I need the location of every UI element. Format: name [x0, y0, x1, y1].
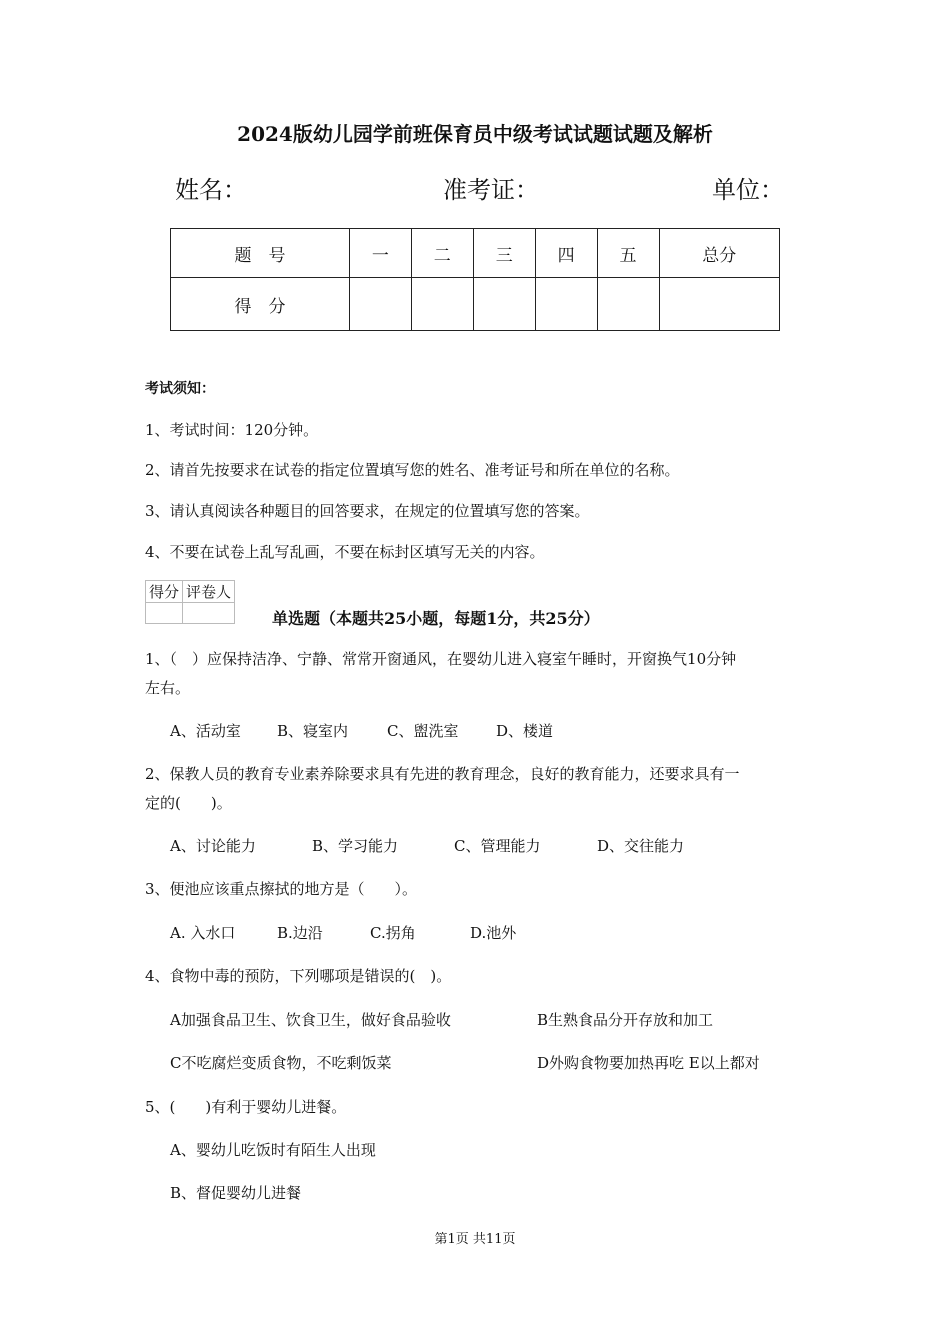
notice-item: 1、考试时间：120分钟。 — [145, 421, 319, 439]
score-table — [170, 228, 780, 331]
question-1-text: 1、（ ）应保持洁净、宁静、常常开窗通风，在婴幼儿进入寝室午睡时，开窗换气10分钟 — [145, 650, 737, 668]
score-cell — [659, 278, 779, 331]
section-title: 单选题（本题共25小题，每题1分，共25分） — [272, 609, 600, 628]
unit-label: 单位： — [712, 176, 784, 204]
q3-option-a: A. 入水口 — [170, 924, 236, 942]
q1-option-a: A、活动室 — [170, 722, 241, 740]
score-header-3: 三 — [473, 229, 535, 278]
notice-item: 3、请认真阅读各种题目的回答要求，在规定的位置填写您的答案。 — [145, 502, 590, 520]
q4-option-a: A加强食品卫生、饮食卫生，做好食品验收 — [170, 1011, 451, 1029]
question-5-text: 5、( )有利于婴幼儿进餐。 — [145, 1098, 347, 1116]
question-2-text-cont: 定的( )。 — [145, 794, 232, 812]
q5-option-b: B、督促婴幼儿进餐 — [170, 1184, 302, 1202]
question-3-text: 3、便池应该重点擦拭的地方是（ ）。 — [145, 880, 418, 898]
name-label: 姓名： — [175, 176, 247, 204]
grader-box — [145, 580, 235, 624]
grader-name-label: 评卷人 — [183, 581, 235, 603]
grader-name-cell — [183, 603, 235, 624]
q3-option-d: D.池外 — [470, 924, 517, 942]
q2-option-d: D、交往能力 — [597, 837, 685, 855]
score-header-5: 五 — [597, 229, 659, 278]
q1-option-d: D、楼道 — [496, 722, 554, 740]
grader-score-label: 得分 — [146, 581, 183, 603]
page-title: 2024版幼儿园学前班保育员中级考试试题试题及解析 — [237, 122, 713, 146]
page-footer: 第1页 共11页 — [434, 1232, 516, 1247]
question-4-text: 4、食物中毒的预防，下列哪项是错误的( )。 — [145, 967, 452, 985]
score-cell — [349, 278, 411, 331]
score-header-label: 题 号 — [171, 229, 350, 278]
notice-title: 考试须知： — [145, 381, 215, 397]
question-2-text: 2、保教人员的教育专业素养除要求具有先进的教育理念，良好的教育能力，还要求具有一 — [145, 765, 740, 783]
q2-option-c: C、管理能力 — [454, 837, 541, 855]
grader-score-cell — [146, 603, 183, 624]
score-cell — [473, 278, 535, 331]
notice-item: 2、请首先按要求在试卷的指定位置填写您的姓名、准考证号和所在单位的名称。 — [145, 461, 680, 479]
score-row-label: 得 分 — [171, 278, 350, 331]
score-cell — [411, 278, 473, 331]
q4-option-c: C不吃腐烂变质食物，不吃剩饭菜 — [170, 1054, 392, 1072]
question-1-text-cont: 左右。 — [145, 679, 191, 697]
score-cell — [597, 278, 659, 331]
score-header-1: 一 — [349, 229, 411, 278]
exam-id-label: 准考证： — [443, 176, 539, 204]
q3-option-b: B.边沿 — [277, 924, 323, 942]
notice-item: 4、不要在试卷上乱写乱画，不要在标封区填写无关的内容。 — [145, 543, 545, 561]
q2-option-a: A、讨论能力 — [170, 837, 256, 855]
q1-option-b: B、寝室内 — [277, 722, 349, 740]
score-header-4: 四 — [535, 229, 597, 278]
q5-option-a: A、婴幼儿吃饭时有陌生人出现 — [170, 1141, 376, 1159]
q3-option-c: C.拐角 — [370, 924, 416, 942]
q1-option-c: C、盥洗室 — [387, 722, 459, 740]
score-header-total: 总分 — [659, 229, 779, 278]
q2-option-b: B、学习能力 — [312, 837, 399, 855]
q4-option-d: D外购食物要加热再吃 E以上都对 — [537, 1054, 760, 1072]
q4-option-b: B生熟食品分开存放和加工 — [537, 1011, 714, 1029]
score-cell — [535, 278, 597, 331]
score-header-2: 二 — [411, 229, 473, 278]
